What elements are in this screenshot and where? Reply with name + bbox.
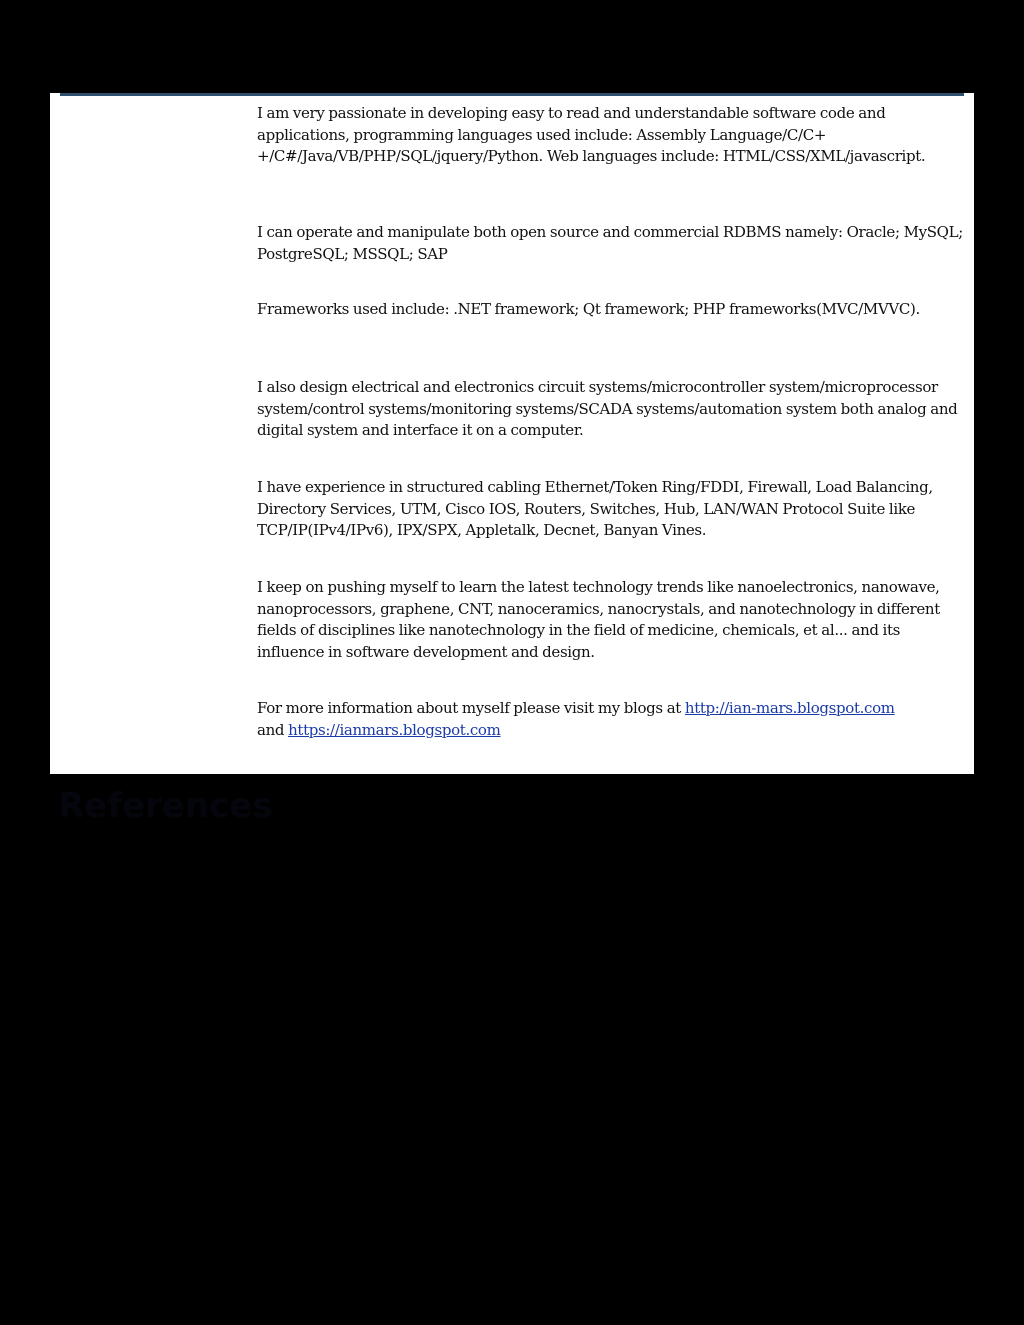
about-section <box>257 103 967 741</box>
about-paragraph-programming: I am very passionate in developing easy to read and understandable software code and applications, programming languages used include: Assembly Language/C/C+ +/C#/Java/VB/PHP/SQL/jquery/Python. Web languages include: HTML/CSS/XML/javascript. <box>257 104 926 165</box>
blogs-and-text: and <box>257 720 289 739</box>
about-paragraph-rdbms: I can operate and manipulate both open source and commercial RDBMS namely: Oracle; MySQL; PostgreSQL; MSSQL; SAP <box>257 223 963 263</box>
references-heading: References <box>58 786 273 826</box>
about-paragraph-networking: I have experience in structured cabling Ethernet/Token Ring/FDDI, Firewall, Load Balancing, Directory Services, UTM, Cisco IOS, Routers, Switches, Hub, LAN/WAN Protocol Suite like TCP/IP(IPv4/IPv6), IPX/SPX, Appletalk, Decnet, Banyan Vines. <box>257 478 933 539</box>
about-paragraph-frameworks: Frameworks used include: .NET framework; Qt framework; PHP frameworks(MVC/MVVC). <box>257 300 920 318</box>
about-paragraph-electronics: I also design electrical and electronics circuit systems/microcontroller system/microprocessor system/control systems/monitoring systems/SCADA systems/automation system both analog and digital system and interface it on a computer. <box>257 378 958 439</box>
blog-link-ian-mars[interactable]: http://ian-mars.blogspot.com <box>684 699 895 717</box>
blogs-intro-text: For more information about myself please visit my blogs at <box>257 699 685 717</box>
about-paragraph-nanotech: I keep on pushing myself to learn the latest technology trends like nanoelectronics, nanowave, nanoprocessors, graphene, CNT, nanoceramics, nanocrystals, and nanotechnology in different fields of disciplines like nanotechnology in the field of medicine, chemicals, et al... and its influence in software development and design. <box>257 578 940 661</box>
blog-link-ianmars[interactable]: https://ianmars.blogspot.com <box>288 720 501 739</box>
about-paragraph-blogs <box>257 698 967 741</box>
top-rule-divider <box>60 93 964 96</box>
content-card <box>50 93 974 774</box>
